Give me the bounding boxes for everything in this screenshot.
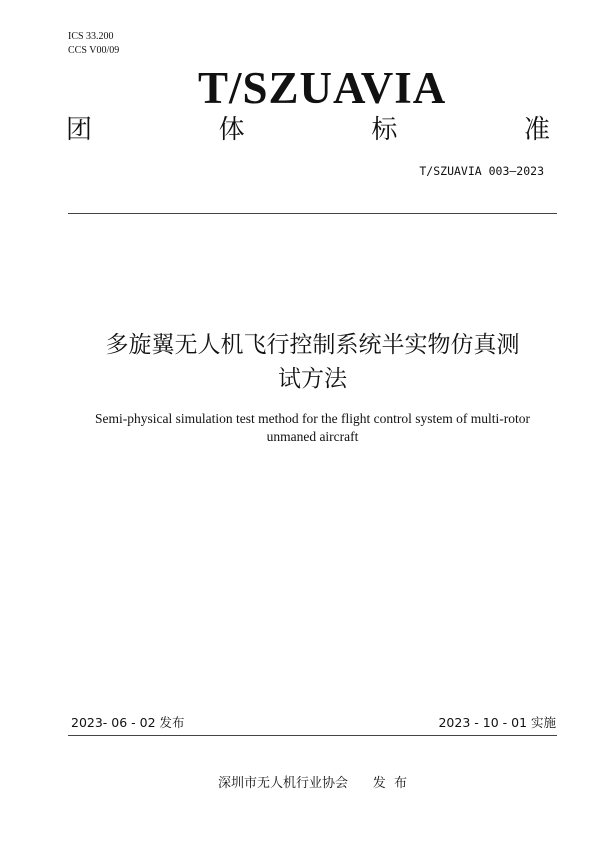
chinese-title xyxy=(68,328,557,396)
standard-type-char: 标 xyxy=(371,115,398,145)
implement-date: 2023 - 10 - 01 实施 xyxy=(438,715,556,730)
standard-number: T/SZUAVIA 003—2023 xyxy=(419,164,544,178)
standard-type xyxy=(66,113,550,147)
ics-code: ICS 33.200 xyxy=(68,31,114,42)
footer-divider xyxy=(68,735,557,736)
standard-mark: T/SZUAVIA xyxy=(198,63,447,113)
chinese-title-line-1: 多旋翼无人机飞行控制系统半实物仿真测 xyxy=(105,332,520,358)
publish-date: 2023- 06 - 02 发布 xyxy=(71,715,185,730)
header-divider xyxy=(68,213,557,214)
standard-type-char: 准 xyxy=(523,115,550,145)
english-title xyxy=(68,410,557,446)
ccs-code: CCS V00/09 xyxy=(68,45,120,56)
english-title-line-1: Semi-physical simulation test method for the flight control system of multi-rotor xyxy=(95,411,530,426)
issuer: 深圳市无人机行业协会 发 布 xyxy=(217,776,408,791)
english-title-line-2: unmaned aircraft xyxy=(266,429,359,444)
standard-type-char: 体 xyxy=(218,115,245,145)
standard-type-char: 团 xyxy=(66,115,93,145)
chinese-title-line-2: 试方法 xyxy=(278,366,347,392)
